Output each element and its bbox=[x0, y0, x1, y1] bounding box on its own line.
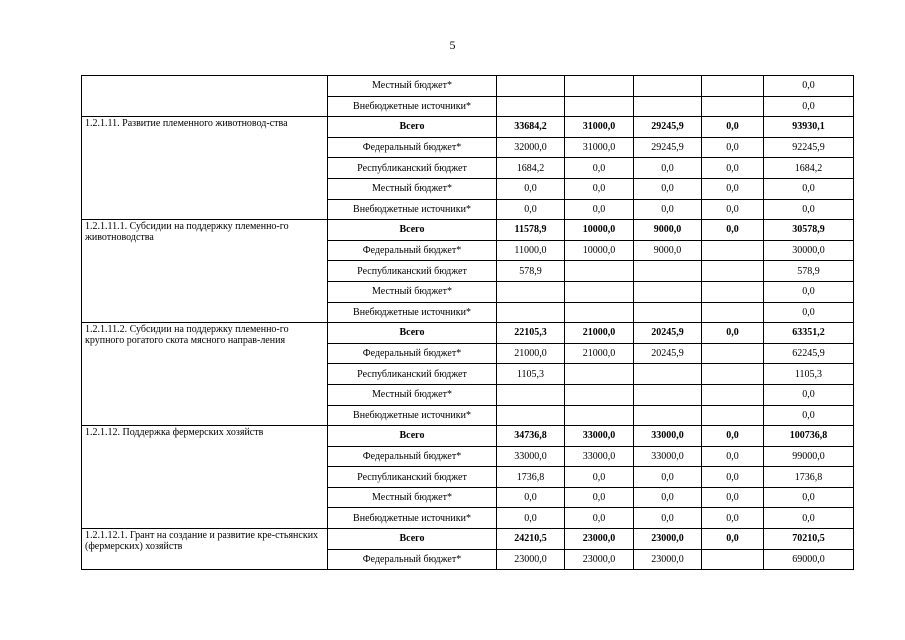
year-1-cell: 33684,2 bbox=[497, 117, 565, 138]
year-1-cell: 11578,9 bbox=[497, 220, 565, 241]
funding-source-cell: Республиканский бюджет bbox=[328, 467, 497, 488]
funding-source-cell: Федеральный бюджет* bbox=[328, 137, 497, 158]
year-1-cell: 0,0 bbox=[497, 487, 565, 508]
year-4-cell: 0,0 bbox=[702, 199, 764, 220]
table-row bbox=[82, 426, 854, 447]
year-1-cell bbox=[497, 405, 565, 426]
year-4-cell: 0,0 bbox=[702, 178, 764, 199]
year-1-cell: 0,0 bbox=[497, 178, 565, 199]
year-1-cell: 1105,3 bbox=[497, 364, 565, 385]
year-4-cell bbox=[702, 240, 764, 261]
year-1-cell bbox=[497, 96, 565, 117]
year-1-cell: 1684,2 bbox=[497, 158, 565, 179]
year-3-cell: 20245,9 bbox=[634, 323, 702, 344]
year-1-cell bbox=[497, 384, 565, 405]
year-3-cell bbox=[634, 364, 702, 385]
year-3-cell: 23000,0 bbox=[634, 549, 702, 570]
funding-source-cell: Всего bbox=[328, 220, 497, 241]
total-cell: 100736,8 bbox=[764, 426, 854, 447]
year-4-cell: 0,0 bbox=[702, 117, 764, 138]
year-3-cell: 33000,0 bbox=[634, 446, 702, 467]
year-4-cell bbox=[702, 549, 764, 570]
year-4-cell bbox=[702, 343, 764, 364]
table-row bbox=[82, 76, 854, 97]
year-2-cell: 31000,0 bbox=[565, 137, 634, 158]
year-3-cell bbox=[634, 96, 702, 117]
activity-title-cell bbox=[82, 76, 328, 117]
total-cell: 0,0 bbox=[764, 384, 854, 405]
total-cell: 92245,9 bbox=[764, 137, 854, 158]
table-row bbox=[82, 117, 854, 138]
year-4-cell bbox=[702, 261, 764, 282]
year-1-cell: 11000,0 bbox=[497, 240, 565, 261]
year-1-cell: 34736,8 bbox=[497, 426, 565, 447]
year-2-cell: 21000,0 bbox=[565, 323, 634, 344]
year-2-cell bbox=[565, 384, 634, 405]
year-3-cell bbox=[634, 261, 702, 282]
funding-source-cell: Всего bbox=[328, 323, 497, 344]
year-3-cell: 0,0 bbox=[634, 158, 702, 179]
year-2-cell: 10000,0 bbox=[565, 220, 634, 241]
year-1-cell: 33000,0 bbox=[497, 446, 565, 467]
funding-source-cell: Всего bbox=[328, 117, 497, 138]
funding-source-cell: Внебюджетные источники* bbox=[328, 199, 497, 220]
funding-source-cell: Федеральный бюджет* bbox=[328, 549, 497, 570]
year-2-cell bbox=[565, 76, 634, 97]
year-3-cell: 0,0 bbox=[634, 199, 702, 220]
year-1-cell: 22105,3 bbox=[497, 323, 565, 344]
year-3-cell bbox=[634, 384, 702, 405]
year-4-cell bbox=[702, 405, 764, 426]
activity-title-cell: 1.2.1.12. Поддержка фермерских хозяйств bbox=[82, 426, 328, 529]
year-3-cell: 9000,0 bbox=[634, 220, 702, 241]
total-cell: 30000,0 bbox=[764, 240, 854, 261]
year-2-cell: 33000,0 bbox=[565, 446, 634, 467]
budget-table-body bbox=[82, 76, 854, 570]
year-1-cell: 24210,5 bbox=[497, 529, 565, 550]
year-2-cell: 0,0 bbox=[565, 508, 634, 529]
total-cell: 0,0 bbox=[764, 508, 854, 529]
year-2-cell: 31000,0 bbox=[565, 117, 634, 138]
total-cell: 70210,5 bbox=[764, 529, 854, 550]
year-2-cell bbox=[565, 96, 634, 117]
year-1-cell: 23000,0 bbox=[497, 549, 565, 570]
year-2-cell bbox=[565, 302, 634, 323]
table-row bbox=[82, 220, 854, 241]
total-cell: 1736,8 bbox=[764, 467, 854, 488]
total-cell: 0,0 bbox=[764, 487, 854, 508]
year-2-cell: 21000,0 bbox=[565, 343, 634, 364]
year-2-cell: 0,0 bbox=[565, 199, 634, 220]
funding-source-cell: Местный бюджет* bbox=[328, 76, 497, 97]
year-1-cell bbox=[497, 302, 565, 323]
year-3-cell: 29245,9 bbox=[634, 117, 702, 138]
total-cell: 0,0 bbox=[764, 178, 854, 199]
total-cell: 0,0 bbox=[764, 96, 854, 117]
year-4-cell bbox=[702, 364, 764, 385]
year-2-cell: 10000,0 bbox=[565, 240, 634, 261]
year-1-cell: 32000,0 bbox=[497, 137, 565, 158]
year-4-cell: 0,0 bbox=[702, 508, 764, 529]
funding-source-cell: Республиканский бюджет bbox=[328, 158, 497, 179]
year-2-cell: 0,0 bbox=[565, 158, 634, 179]
funding-source-cell: Федеральный бюджет* bbox=[328, 343, 497, 364]
year-3-cell: 29245,9 bbox=[634, 137, 702, 158]
year-1-cell: 578,9 bbox=[497, 261, 565, 282]
budget-table bbox=[81, 75, 854, 570]
year-1-cell: 21000,0 bbox=[497, 343, 565, 364]
funding-source-cell: Федеральный бюджет* bbox=[328, 240, 497, 261]
year-4-cell: 0,0 bbox=[702, 426, 764, 447]
year-2-cell: 0,0 bbox=[565, 487, 634, 508]
funding-source-cell: Всего bbox=[328, 529, 497, 550]
year-3-cell: 23000,0 bbox=[634, 529, 702, 550]
year-1-cell: 0,0 bbox=[497, 199, 565, 220]
funding-source-cell: Местный бюджет* bbox=[328, 178, 497, 199]
total-cell: 1684,2 bbox=[764, 158, 854, 179]
year-4-cell bbox=[702, 281, 764, 302]
funding-source-cell: Внебюджетные источники* bbox=[328, 405, 497, 426]
total-cell: 69000,0 bbox=[764, 549, 854, 570]
year-2-cell: 23000,0 bbox=[565, 529, 634, 550]
year-3-cell: 33000,0 bbox=[634, 426, 702, 447]
year-1-cell: 1736,8 bbox=[497, 467, 565, 488]
year-3-cell bbox=[634, 281, 702, 302]
year-4-cell bbox=[702, 96, 764, 117]
funding-source-cell: Федеральный бюджет* bbox=[328, 446, 497, 467]
year-4-cell bbox=[702, 302, 764, 323]
year-3-cell: 20245,9 bbox=[634, 343, 702, 364]
year-1-cell bbox=[497, 281, 565, 302]
year-3-cell: 0,0 bbox=[634, 487, 702, 508]
year-3-cell: 9000,0 bbox=[634, 240, 702, 261]
year-4-cell: 0,0 bbox=[702, 220, 764, 241]
year-3-cell: 0,0 bbox=[634, 467, 702, 488]
page-number: 5 bbox=[449, 38, 456, 52]
total-cell: 30578,9 bbox=[764, 220, 854, 241]
year-4-cell bbox=[702, 76, 764, 97]
year-2-cell bbox=[565, 261, 634, 282]
funding-source-cell: Республиканский бюджет bbox=[328, 261, 497, 282]
total-cell: 62245,9 bbox=[764, 343, 854, 364]
activity-title-cell: 1.2.1.12.1. Грант на создание и развитие кре-стьянских (фермерских) хозяйств bbox=[82, 529, 328, 570]
year-2-cell: 0,0 bbox=[565, 467, 634, 488]
table-row bbox=[82, 323, 854, 344]
year-2-cell: 0,0 bbox=[565, 178, 634, 199]
total-cell: 1105,3 bbox=[764, 364, 854, 385]
total-cell: 0,0 bbox=[764, 405, 854, 426]
funding-source-cell: Местный бюджет* bbox=[328, 281, 497, 302]
year-1-cell: 0,0 bbox=[497, 508, 565, 529]
year-4-cell bbox=[702, 384, 764, 405]
funding-source-cell: Внебюджетные источники* bbox=[328, 508, 497, 529]
activity-title-cell: 1.2.1.11.2. Субсидии на поддержку племенно-го крупного рогатого скота мясного направ-ления bbox=[82, 323, 328, 426]
funding-source-cell: Внебюджетные источники* bbox=[328, 302, 497, 323]
year-3-cell bbox=[634, 76, 702, 97]
activity-title-cell: 1.2.1.11.1. Субсидии на поддержку племенно-го животноводства bbox=[82, 220, 328, 323]
funding-source-cell: Местный бюджет* bbox=[328, 384, 497, 405]
year-4-cell: 0,0 bbox=[702, 323, 764, 344]
funding-source-cell: Всего bbox=[328, 426, 497, 447]
year-2-cell bbox=[565, 281, 634, 302]
total-cell: 63351,2 bbox=[764, 323, 854, 344]
year-3-cell bbox=[634, 405, 702, 426]
year-4-cell: 0,0 bbox=[702, 467, 764, 488]
total-cell: 0,0 bbox=[764, 302, 854, 323]
total-cell: 0,0 bbox=[764, 199, 854, 220]
total-cell: 578,9 bbox=[764, 261, 854, 282]
activity-title-cell: 1.2.1.11. Развитие племенного животновод-ства bbox=[82, 117, 328, 220]
year-2-cell: 33000,0 bbox=[565, 426, 634, 447]
year-3-cell: 0,0 bbox=[634, 178, 702, 199]
year-4-cell: 0,0 bbox=[702, 137, 764, 158]
year-2-cell bbox=[565, 364, 634, 385]
year-4-cell: 0,0 bbox=[702, 158, 764, 179]
year-2-cell bbox=[565, 405, 634, 426]
year-1-cell bbox=[497, 76, 565, 97]
table-row bbox=[82, 529, 854, 550]
total-cell: 0,0 bbox=[764, 281, 854, 302]
year-4-cell: 0,0 bbox=[702, 446, 764, 467]
funding-source-cell: Внебюджетные источники* bbox=[328, 96, 497, 117]
total-cell: 0,0 bbox=[764, 76, 854, 97]
total-cell: 99000,0 bbox=[764, 446, 854, 467]
year-4-cell: 0,0 bbox=[702, 487, 764, 508]
year-3-cell bbox=[634, 302, 702, 323]
year-3-cell: 0,0 bbox=[634, 508, 702, 529]
total-cell: 93930,1 bbox=[764, 117, 854, 138]
year-4-cell: 0,0 bbox=[702, 529, 764, 550]
funding-source-cell: Республиканский бюджет bbox=[328, 364, 497, 385]
funding-source-cell: Местный бюджет* bbox=[328, 487, 497, 508]
year-2-cell: 23000,0 bbox=[565, 549, 634, 570]
